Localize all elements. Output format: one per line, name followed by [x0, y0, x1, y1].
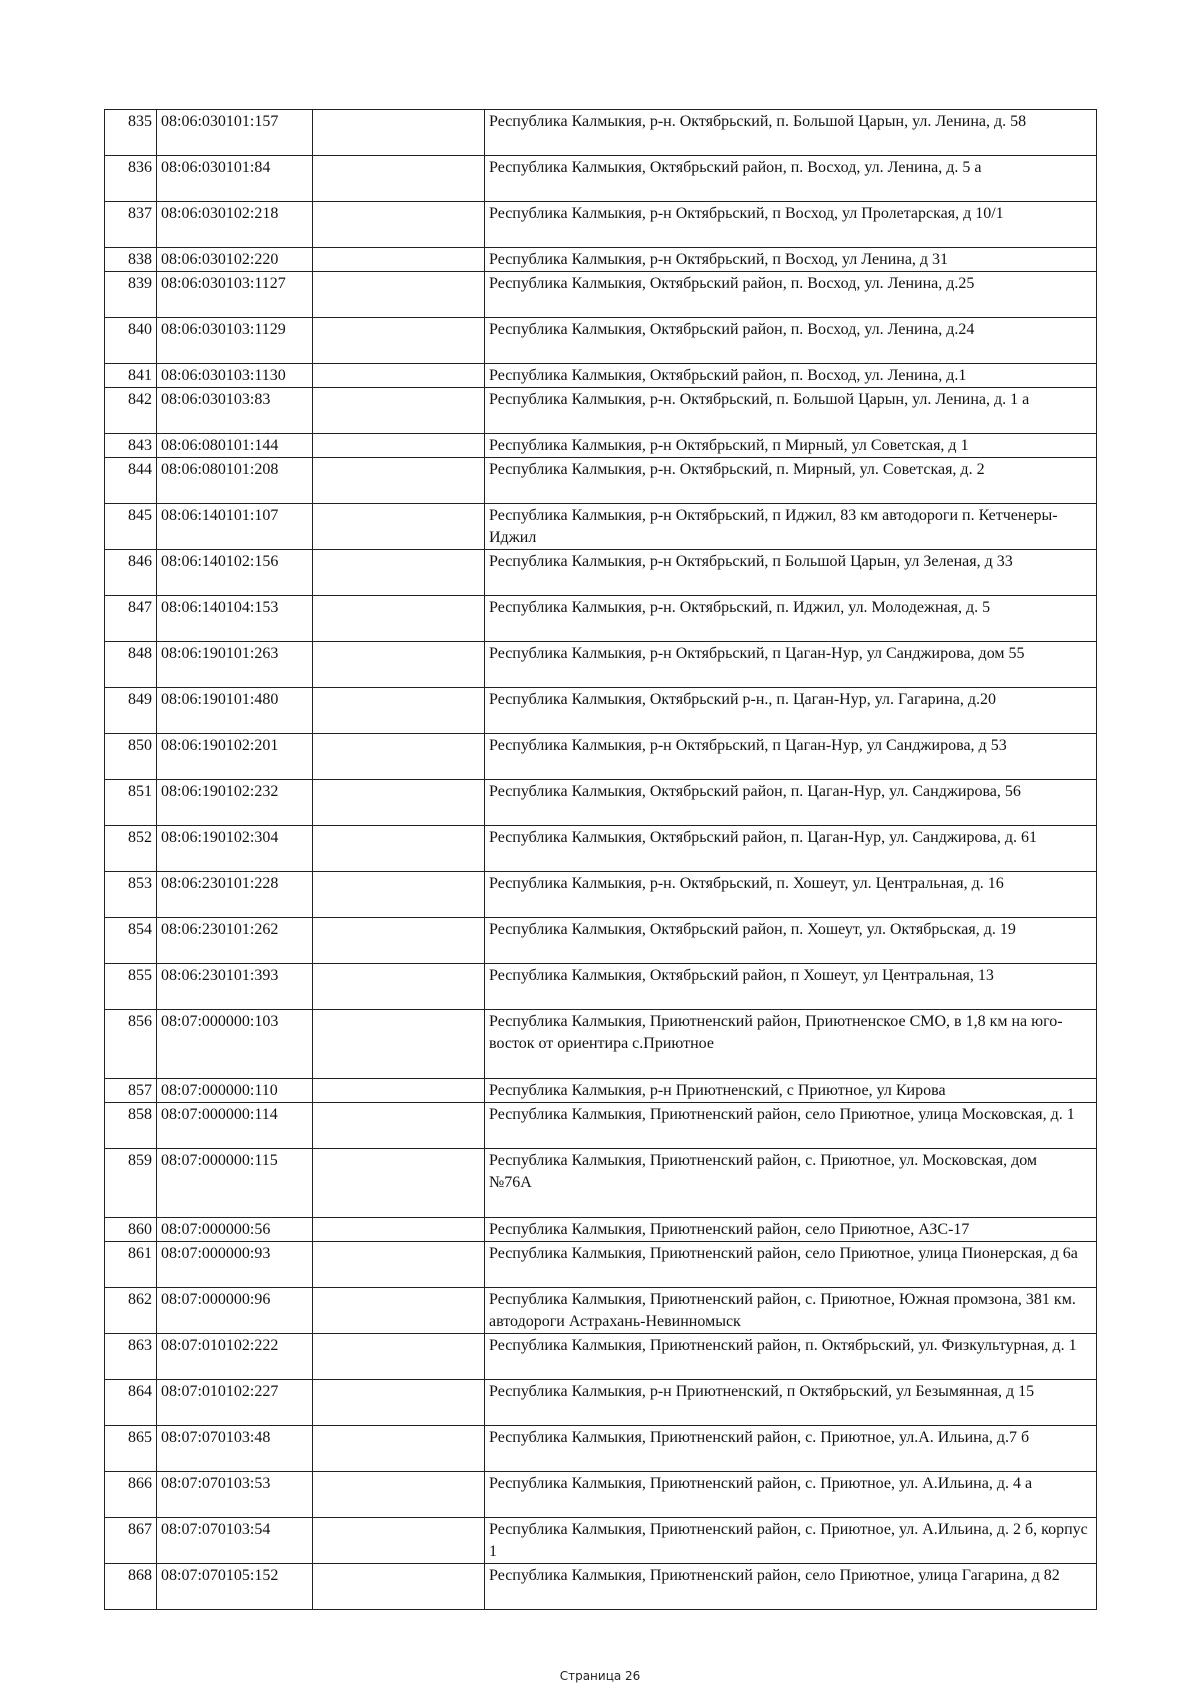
cadastral-number-cell: 08:06:080101:144 [157, 434, 313, 458]
row-number-cell: 851 [105, 780, 157, 826]
empty-cell [313, 1288, 485, 1334]
table-row [105, 550, 1097, 596]
table-row [105, 1079, 1097, 1103]
address-cell: Республика Калмыкия, Приютненский район, село Приютное, улица Московская, д. 1 [485, 1103, 1097, 1149]
table-row [105, 642, 1097, 688]
cadastral-number-cell: 08:06:190102:232 [157, 780, 313, 826]
empty-cell [313, 1426, 485, 1472]
cadastral-number-cell: 08:07:000000:103 [157, 1010, 313, 1079]
cadastral-number-cell: 08:06:140102:156 [157, 550, 313, 596]
address-cell: Республика Калмыкия, Приютненский район, село Приютное, улица Пионерская, д 6а [485, 1242, 1097, 1288]
cadastral-number-cell: 08:06:030103:83 [157, 388, 313, 434]
page-number-footer: Страница 26 [559, 1669, 641, 1683]
table-row [105, 1426, 1097, 1472]
cadastral-number-cell: 08:06:190101:263 [157, 642, 313, 688]
row-number-cell: 838 [105, 248, 157, 272]
address-cell: Республика Калмыкия, Октябрьский район, п. Восход, ул. Ленина, д. 5 а [485, 156, 1097, 202]
row-number-cell: 852 [105, 826, 157, 872]
table-row [105, 596, 1097, 642]
empty-cell [313, 110, 485, 156]
empty-cell [313, 1564, 485, 1610]
table-row [105, 918, 1097, 964]
empty-cell [313, 1380, 485, 1426]
cadastral-number-cell: 08:07:070103:54 [157, 1518, 313, 1564]
address-cell: Республика Калмыкия, р-н Октябрьский, п Цаган-Нур, ул Санджирова, дом 55 [485, 642, 1097, 688]
address-cell: Республика Калмыкия, Приютненский район, с. Приютное, ул. А.Ильина, д. 4 а [485, 1472, 1097, 1518]
row-number-cell: 849 [105, 688, 157, 734]
cadastral-number-cell: 08:06:030103:1129 [157, 318, 313, 364]
row-number-cell: 866 [105, 1472, 157, 1518]
cadastral-number-cell: 08:06:230101:228 [157, 872, 313, 918]
cadastral-number-cell: 08:07:070105:152 [157, 1564, 313, 1610]
address-cell: Республика Калмыкия, Октябрьский р-н., п. Цаган-Нур, ул. Гагарина, д.20 [485, 688, 1097, 734]
registry-table [104, 109, 1097, 1610]
table-row [105, 872, 1097, 918]
table-row [105, 734, 1097, 780]
address-cell: Республика Калмыкия, р-н Октябрьский, п Иджил, 83 км автодороги п. Кетченеры-Иджил [485, 504, 1097, 550]
row-number-cell: 860 [105, 1218, 157, 1242]
row-number-cell: 853 [105, 872, 157, 918]
row-number-cell: 847 [105, 596, 157, 642]
row-number-cell: 842 [105, 388, 157, 434]
empty-cell [313, 1242, 485, 1288]
empty-cell [313, 918, 485, 964]
table-row [105, 272, 1097, 318]
row-number-cell: 856 [105, 1010, 157, 1079]
table-row [105, 964, 1097, 1010]
address-cell: Республика Калмыкия, Приютненский район, село Приютное, АЗС-17 [485, 1218, 1097, 1242]
empty-cell [313, 642, 485, 688]
cadastral-number-cell: 08:07:070103:53 [157, 1472, 313, 1518]
row-number-cell: 862 [105, 1288, 157, 1334]
cadastral-number-cell: 08:07:010102:227 [157, 1380, 313, 1426]
table-row [105, 388, 1097, 434]
address-cell: Республика Калмыкия, Приютненский район, село Приютное, улица Гагарина, д 82 [485, 1564, 1097, 1610]
cadastral-number-cell: 08:06:030102:220 [157, 248, 313, 272]
cadastral-number-cell: 08:06:030101:84 [157, 156, 313, 202]
empty-cell [313, 826, 485, 872]
cadastral-number-cell: 08:07:010102:222 [157, 1334, 313, 1380]
row-number-cell: 859 [105, 1149, 157, 1218]
empty-cell [313, 1079, 485, 1103]
empty-cell [313, 434, 485, 458]
address-cell: Республика Калмыкия, Октябрьский район, п. Восход, ул. Ленина, д.24 [485, 318, 1097, 364]
cadastral-number-cell: 08:06:030101:157 [157, 110, 313, 156]
table-row [105, 1103, 1097, 1149]
row-number-cell: 841 [105, 364, 157, 388]
table-row [105, 780, 1097, 826]
address-cell: Республика Калмыкия, р-н Октябрьский, п Цаган-Нур, ул Санджирова, д 53 [485, 734, 1097, 780]
address-cell: Республика Калмыкия, Октябрьский район, п. Хошеут, ул. Октябрьская, д. 19 [485, 918, 1097, 964]
address-cell: Республика Калмыкия, Октябрьский район, п. Восход, ул. Ленина, д.25 [485, 272, 1097, 318]
empty-cell [313, 364, 485, 388]
table-row [105, 1242, 1097, 1288]
row-number-cell: 840 [105, 318, 157, 364]
row-number-cell: 858 [105, 1103, 157, 1149]
empty-cell [313, 1518, 485, 1564]
empty-cell [313, 202, 485, 248]
table-row [105, 826, 1097, 872]
row-number-cell: 867 [105, 1518, 157, 1564]
empty-cell [313, 1149, 485, 1218]
address-cell: Республика Калмыкия, Приютненский район, с. Приютное, ул. А.Ильина, д. 2 б, корпус 1 [485, 1518, 1097, 1564]
empty-cell [313, 1472, 485, 1518]
empty-cell [313, 388, 485, 434]
row-number-cell: 850 [105, 734, 157, 780]
table-row [105, 110, 1097, 156]
row-number-cell: 835 [105, 110, 157, 156]
empty-cell [313, 780, 485, 826]
cadastral-number-cell: 08:07:000000:96 [157, 1288, 313, 1334]
row-number-cell: 844 [105, 458, 157, 504]
row-number-cell: 861 [105, 1242, 157, 1288]
row-number-cell: 846 [105, 550, 157, 596]
empty-cell [313, 1010, 485, 1079]
cadastral-number-cell: 08:07:000000:56 [157, 1218, 313, 1242]
address-cell: Республика Калмыкия, р-н. Октябрьский, п. Хошеут, ул. Центральная, д. 16 [485, 872, 1097, 918]
cadastral-number-cell: 08:06:140104:153 [157, 596, 313, 642]
table-row [105, 1218, 1097, 1242]
row-number-cell: 855 [105, 964, 157, 1010]
table-row [105, 1010, 1097, 1079]
address-cell: Республика Калмыкия, р-н Октябрьский, п Большой Царын, ул Зеленая, д 33 [485, 550, 1097, 596]
table-row [105, 156, 1097, 202]
row-number-cell: 843 [105, 434, 157, 458]
empty-cell [313, 550, 485, 596]
empty-cell [313, 318, 485, 364]
empty-cell [313, 458, 485, 504]
address-cell: Республика Калмыкия, Октябрьский район, п. Восход, ул. Ленина, д.1 [485, 364, 1097, 388]
table-row [105, 1472, 1097, 1518]
table-row [105, 318, 1097, 364]
table-row [105, 1380, 1097, 1426]
address-cell: Республика Калмыкия, Приютненский район, с. Приютное, Южная промзона, 381 км. автодороги Астрахань-Невинномыск [485, 1288, 1097, 1334]
address-cell: Республика Калмыкия, Приютненский район, с. Приютное, ул. Московская, дом №76А [485, 1149, 1097, 1218]
table-row [105, 504, 1097, 550]
row-number-cell: 836 [105, 156, 157, 202]
address-cell: Республика Калмыкия, р-н Приютненский, п Октябрьский, ул Безымянная, д 15 [485, 1380, 1097, 1426]
address-cell: Республика Калмыкия, р-н. Октябрьский, п. Большой Царын, ул. Ленина, д. 58 [485, 110, 1097, 156]
cadastral-number-cell: 08:07:000000:93 [157, 1242, 313, 1288]
cadastral-number-cell: 08:06:230101:262 [157, 918, 313, 964]
empty-cell [313, 272, 485, 318]
table-row [105, 202, 1097, 248]
empty-cell [313, 1103, 485, 1149]
table-row [105, 1149, 1097, 1218]
registry-table-body [105, 110, 1097, 1610]
row-number-cell: 864 [105, 1380, 157, 1426]
cadastral-number-cell: 08:06:030103:1127 [157, 272, 313, 318]
table-row [105, 458, 1097, 504]
table-row [105, 1334, 1097, 1380]
cadastral-number-cell: 08:06:190102:304 [157, 826, 313, 872]
table-row [105, 688, 1097, 734]
address-cell: Республика Калмыкия, р-н. Октябрьский, п. Мирный, ул. Советская, д. 2 [485, 458, 1097, 504]
row-number-cell: 857 [105, 1079, 157, 1103]
address-cell: Республика Калмыкия, р-н. Октябрьский, п. Большой Царын, ул. Ленина, д. 1 а [485, 388, 1097, 434]
address-cell: Республика Калмыкия, Октябрьский район, п. Цаган-Нур, ул. Санджирова, д. 61 [485, 826, 1097, 872]
address-cell: Республика Калмыкия, Приютненский район, п. Октябрьский, ул. Физкультурная, д. 1 [485, 1334, 1097, 1380]
cadastral-number-cell: 08:06:080101:208 [157, 458, 313, 504]
row-number-cell: 839 [105, 272, 157, 318]
cadastral-number-cell: 08:06:030102:218 [157, 202, 313, 248]
cadastral-number-cell: 08:07:070103:48 [157, 1426, 313, 1472]
row-number-cell: 865 [105, 1426, 157, 1472]
address-cell: Республика Калмыкия, Октябрьский район, п. Цаган-Нур, ул. Санджирова, 56 [485, 780, 1097, 826]
table-row [105, 434, 1097, 458]
row-number-cell: 863 [105, 1334, 157, 1380]
empty-cell [313, 964, 485, 1010]
empty-cell [313, 1218, 485, 1242]
cadastral-number-cell: 08:06:190101:480 [157, 688, 313, 734]
row-number-cell: 845 [105, 504, 157, 550]
table-row [105, 1288, 1097, 1334]
cadastral-number-cell: 08:07:000000:115 [157, 1149, 313, 1218]
cadastral-number-cell: 08:07:000000:110 [157, 1079, 313, 1103]
address-cell: Республика Калмыкия, р-н. Октябрьский, п. Иджил, ул. Молодежная, д. 5 [485, 596, 1097, 642]
address-cell: Республика Калмыкия, р-н Октябрьский, п Мирный, ул Советская, д 1 [485, 434, 1097, 458]
table-row [105, 1518, 1097, 1564]
row-number-cell: 854 [105, 918, 157, 964]
cadastral-number-cell: 08:06:140101:107 [157, 504, 313, 550]
address-cell: Республика Калмыкия, р-н Октябрьский, п Восход, ул Пролетарская, д 10/1 [485, 202, 1097, 248]
empty-cell [313, 504, 485, 550]
empty-cell [313, 156, 485, 202]
row-number-cell: 837 [105, 202, 157, 248]
empty-cell [313, 1334, 485, 1380]
cadastral-number-cell: 08:06:190102:201 [157, 734, 313, 780]
empty-cell [313, 734, 485, 780]
row-number-cell: 868 [105, 1564, 157, 1610]
cadastral-number-cell: 08:06:030103:1130 [157, 364, 313, 388]
table-row [105, 364, 1097, 388]
address-cell: Республика Калмыкия, Приютненский район, с. Приютное, ул.А. Ильина, д.7 б [485, 1426, 1097, 1472]
empty-cell [313, 688, 485, 734]
table-row [105, 248, 1097, 272]
row-number-cell: 848 [105, 642, 157, 688]
cadastral-number-cell: 08:06:230101:393 [157, 964, 313, 1010]
address-cell: Республика Калмыкия, Приютненский район, Приютненское СМО, в 1,8 км на юго-восток от ориентира с.Приютное [485, 1010, 1097, 1079]
empty-cell [313, 872, 485, 918]
address-cell: Республика Калмыкия, Октябрьский район, п Хошеут, ул Центральная, 13 [485, 964, 1097, 1010]
table-row [105, 1564, 1097, 1610]
empty-cell [313, 596, 485, 642]
address-cell: Республика Калмыкия, р-н Приютненский, с Приютное, ул Кирова [485, 1079, 1097, 1103]
address-cell: Республика Калмыкия, р-н Октябрьский, п Восход, ул Ленина, д 31 [485, 248, 1097, 272]
cadastral-number-cell: 08:07:000000:114 [157, 1103, 313, 1149]
empty-cell [313, 248, 485, 272]
